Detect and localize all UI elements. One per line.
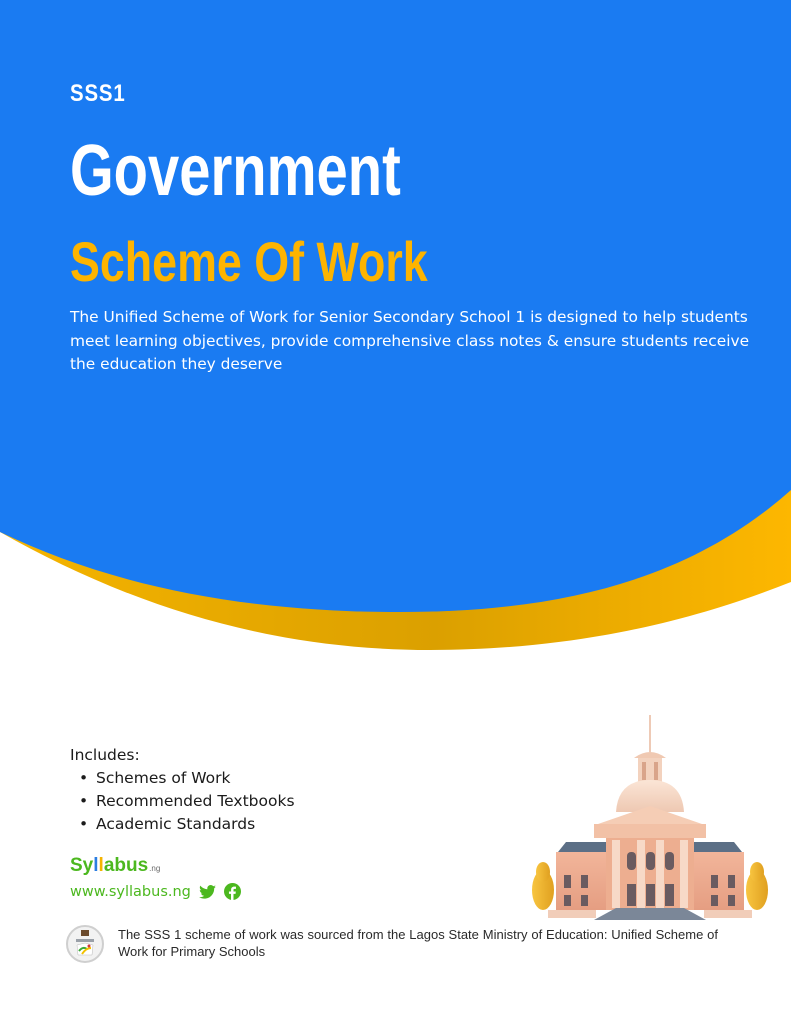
syllabus-logo [70,855,160,877]
government-building-illustration [530,712,770,922]
includes-item: • Academic Standards [96,813,295,836]
document-type-title: Scheme Of Work [70,230,428,293]
includes-item: • Schemes of Work [96,767,295,790]
lagos-state-seal-icon [66,925,104,963]
includes-section [70,744,295,836]
grade-label: SSS1 [70,80,126,107]
source-text: The SSS 1 scheme of work was sourced from the Lagos State Ministry of Education: Unified Scheme of Work for Primary Schools [118,927,718,959]
subject-title: Government [70,131,401,211]
logo-pencil-blue: l [93,855,99,876]
source-attribution [66,925,718,963]
cover-description: The Unified Scheme of Work for Senior Secondary School 1 is designed to help students meet learning objectives, provide comprehensive class notes & ensure students receive the education they deserve [70,308,750,373]
logo-text-suffix: abus [103,855,149,876]
twitter-icon[interactable] [199,885,216,899]
includes-heading: Includes: [70,746,140,764]
includes-item: • Recommended Textbooks [96,790,295,813]
logo-pencil-yellow: l [98,855,104,876]
includes-list [70,767,295,836]
facebook-icon[interactable] [224,883,241,900]
website-link[interactable]: www.syllabus.ng [70,883,191,900]
logo-tld: .ng [149,864,161,873]
logo-text-prefix: Sy [70,855,94,876]
website-row [70,883,241,900]
